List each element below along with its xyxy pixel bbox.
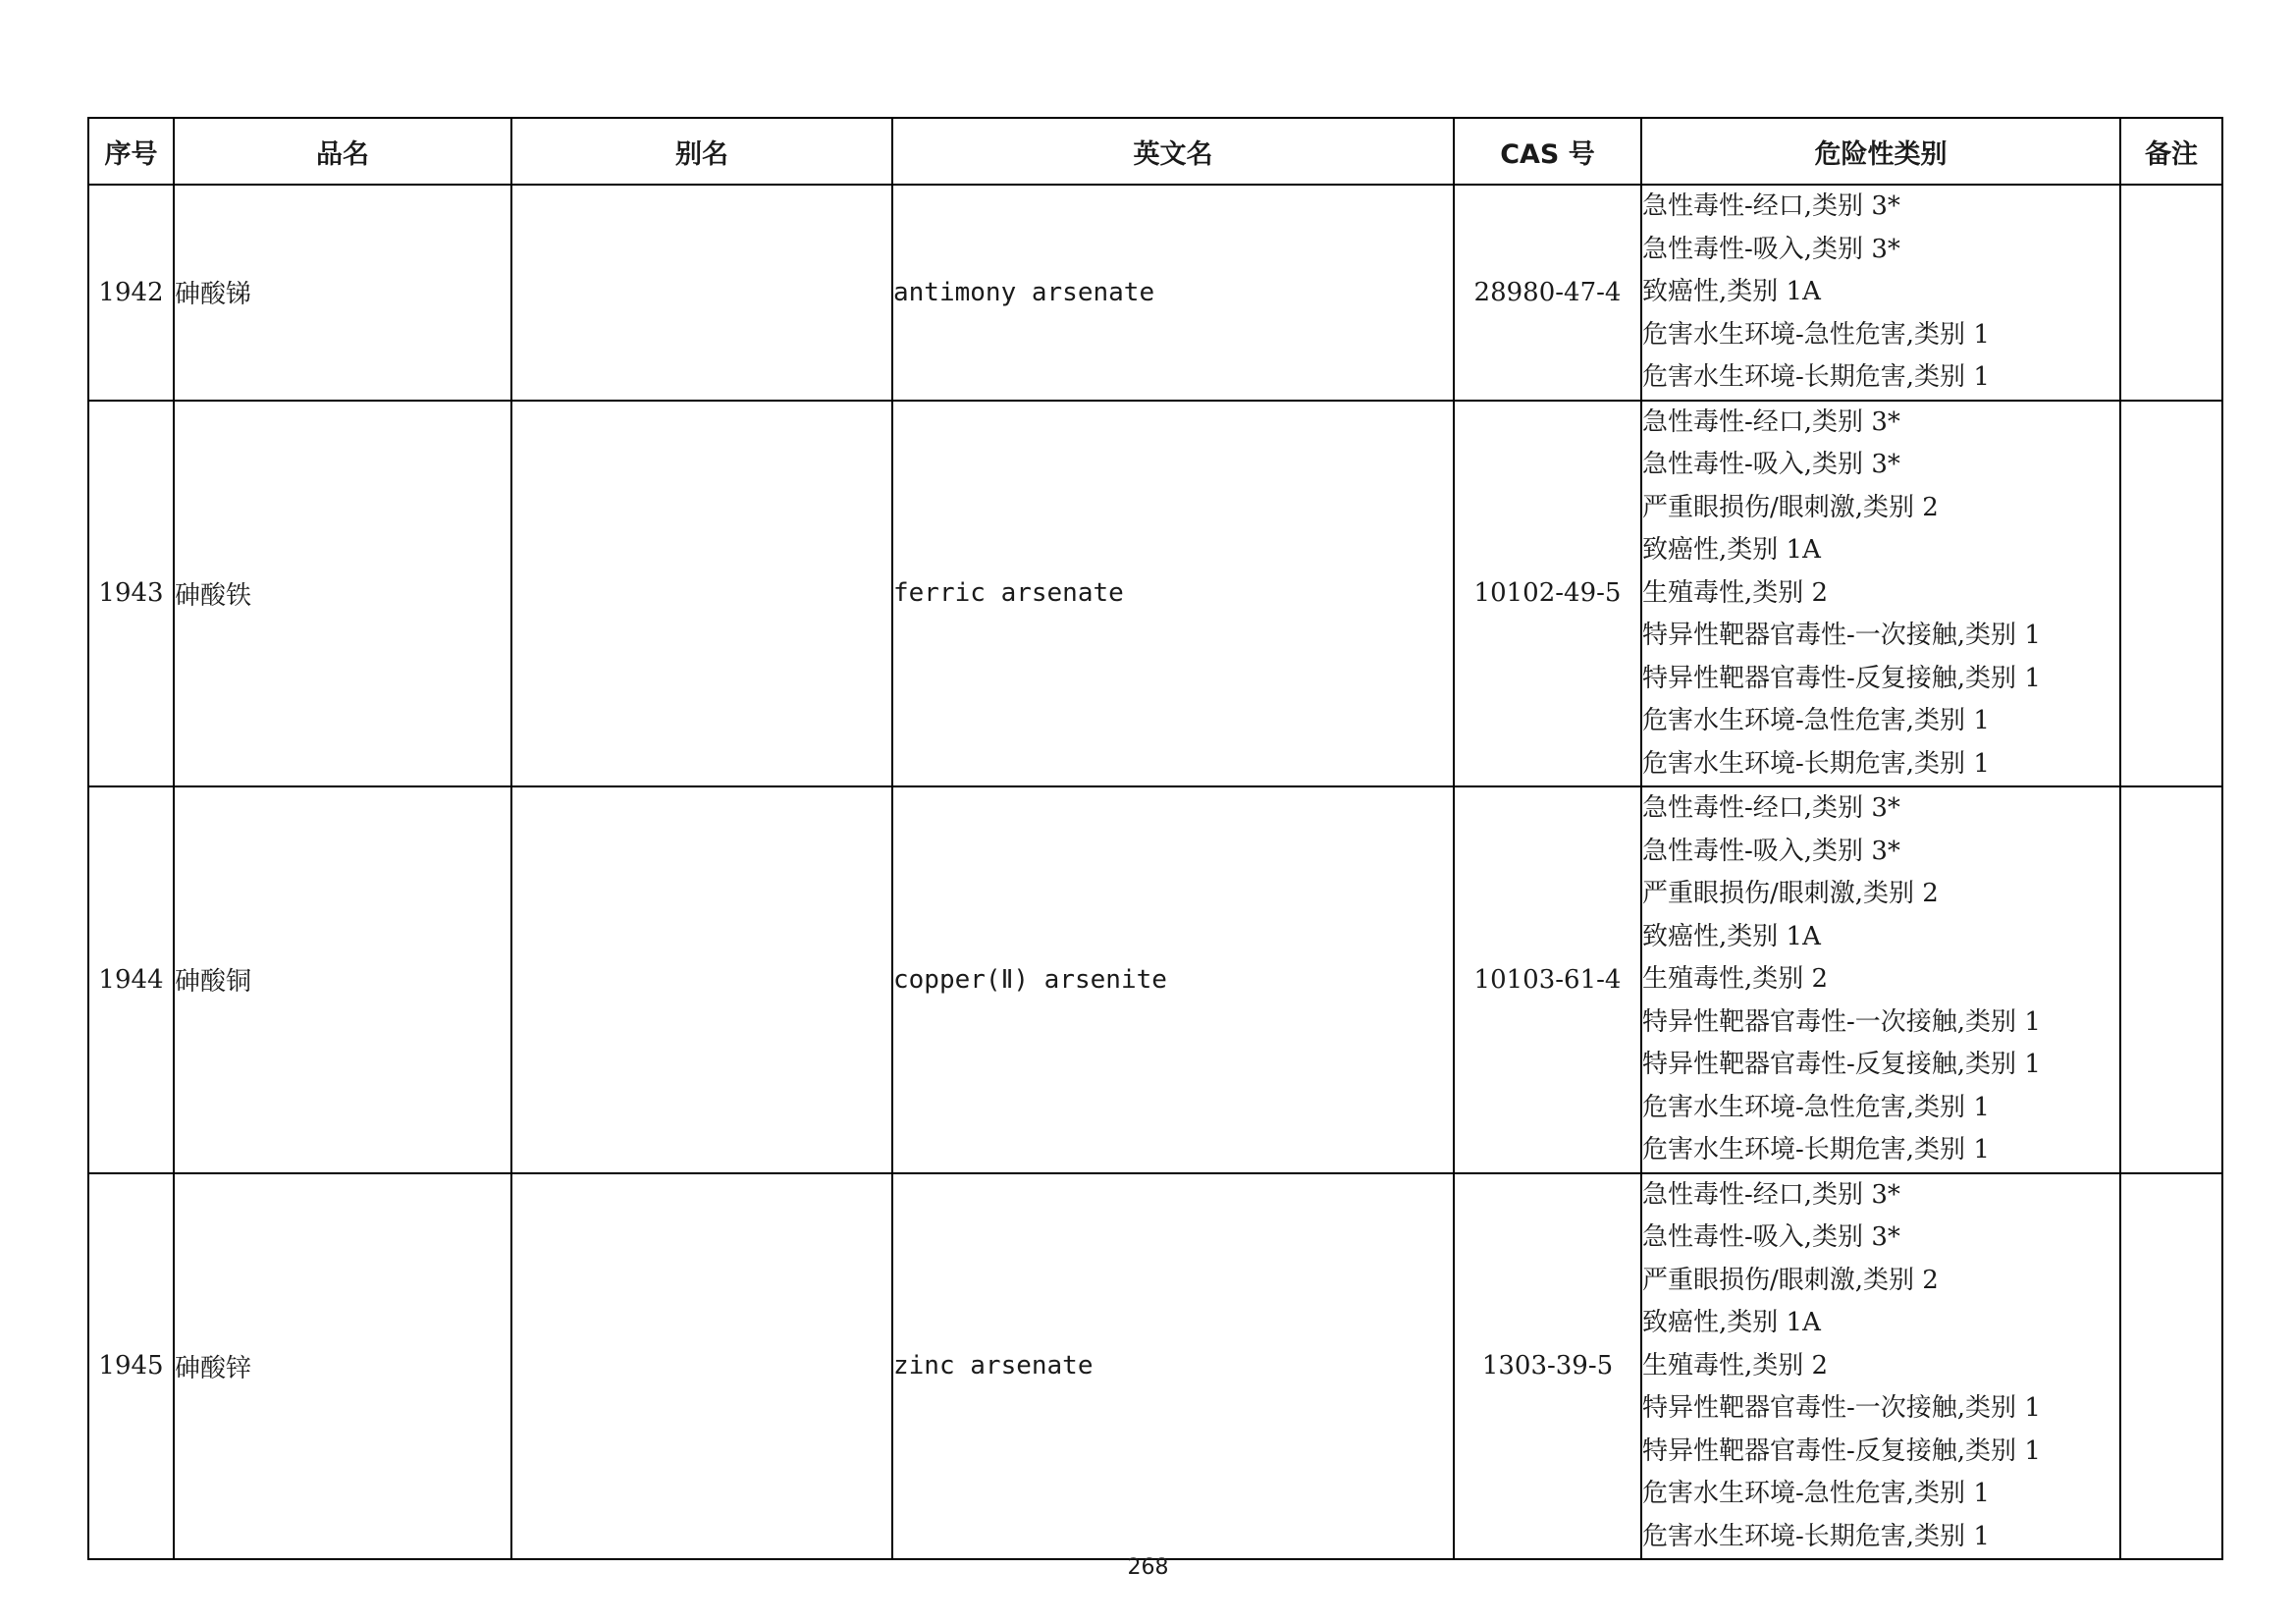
cell-no: 1944 (88, 786, 174, 1173)
cell-name: 砷酸锑 (174, 185, 511, 401)
hazard-line: 严重眼损伤/眼刺激,类别 2 (1642, 1265, 1939, 1295)
hazard-line: 急性毒性-经口,类别 3* (1642, 406, 1900, 437)
cell-no: 1945 (88, 1173, 174, 1560)
hazard-line: 特异性靶器官毒性-一次接触,类别 1 (1642, 1006, 2041, 1037)
hazard-line: 生殖毒性,类别 2 (1642, 964, 1829, 994)
hazard-line: 特异性靶器官毒性-反复接触,类别 1 (1642, 1435, 2041, 1466)
cell-name: 砷酸铁 (174, 401, 511, 787)
hazard-line: 危害水生环境-急性危害,类别 1 (1642, 319, 1990, 350)
hazard-line: 急性毒性-吸入,类别 3* (1642, 450, 1900, 479)
hazard-line: 致癌性,类别 1A (1642, 277, 1821, 306)
page-number: 268 (1127, 1555, 1169, 1580)
hazard-line: 急性毒性-经口,类别 3* (1642, 1179, 1900, 1210)
cell-cas: 10103-61-4 (1454, 786, 1641, 1173)
hazard-line: 危害水生环境-急性危害,类别 1 (1642, 706, 1990, 735)
hazard-line: 生殖毒性,类别 2 (1642, 577, 1829, 608)
hazard-line: 严重眼损伤/眼刺激,类别 2 (1642, 492, 1939, 522)
cell-english: ferric arsenate (892, 401, 1454, 787)
cell-no: 1942 (88, 185, 174, 401)
hazard-line: 严重眼损伤/眼刺激,类别 2 (1642, 879, 1939, 908)
hazard-line: 生殖毒性,类别 2 (1642, 1350, 1829, 1380)
header-cas: CAS 号 (1454, 118, 1641, 185)
hazard-line: 急性毒性-吸入,类别 3* (1642, 234, 1900, 264)
cell-cas: 10102-49-5 (1454, 401, 1641, 787)
cell-no: 1943 (88, 401, 174, 787)
hazard-line: 危害水生环境-长期危害,类别 1 (1642, 362, 1990, 392)
header-english: 英文名 (892, 118, 1454, 185)
hazard-line: 特异性靶器官毒性-一次接触,类别 1 (1642, 621, 2041, 650)
cell-remark (2120, 786, 2222, 1173)
cell-hazards (1641, 185, 2120, 401)
cell-remark (2120, 1173, 2222, 1560)
hazard-line: 特异性靶器官毒性-反复接触,类别 1 (1642, 663, 2041, 693)
hazard-line: 危害水生环境-急性危害,类别 1 (1642, 1092, 1990, 1122)
hazard-line: 急性毒性-经口,类别 3* (1642, 191, 1900, 221)
header-remark: 备注 (2120, 118, 2222, 185)
cell-remark (2120, 401, 2222, 787)
cell-cas: 1303-39-5 (1454, 1173, 1641, 1560)
hazard-line: 危害水生环境-长期危害,类别 1 (1642, 1135, 1990, 1164)
cell-alias (511, 1173, 892, 1560)
cell-alias (511, 185, 892, 401)
hazard-line: 致癌性,类别 1A (1642, 921, 1821, 951)
cell-alias (511, 786, 892, 1173)
hazard-line: 危害水生环境-长期危害,类别 1 (1642, 1521, 1990, 1551)
hazard-line: 特异性靶器官毒性-反复接触,类别 1 (1642, 1050, 2041, 1079)
cell-hazards (1641, 786, 2120, 1173)
hazard-line: 急性毒性-吸入,类别 3* (1642, 836, 1900, 866)
header-hazard: 危险性类别 (1641, 118, 2120, 185)
hazard-line: 危害水生环境-急性危害,类别 1 (1642, 1479, 1990, 1508)
cell-cas: 28980-47-4 (1454, 185, 1641, 401)
header-no: 序号 (88, 118, 174, 185)
hazard-line: 致癌性,类别 1A (1642, 535, 1821, 565)
hazard-line: 危害水生环境-长期危害,类别 1 (1642, 748, 1990, 779)
table-body (88, 185, 2222, 1559)
table-row (88, 786, 2222, 1173)
hazard-line: 急性毒性-吸入,类别 3* (1642, 1222, 1900, 1252)
cell-english: zinc arsenate (892, 1173, 1454, 1560)
cell-hazards (1641, 1173, 2120, 1560)
cell-hazards (1641, 401, 2120, 787)
cell-name: 砷酸锌 (174, 1173, 511, 1560)
hazardous-chemicals-table (87, 117, 2223, 1560)
cell-remark (2120, 185, 2222, 401)
cell-name: 砷酸铜 (174, 786, 511, 1173)
cell-english: antimony arsenate (892, 185, 1454, 401)
hazard-line: 致癌性,类别 1A (1642, 1308, 1821, 1337)
cell-english: copper(Ⅱ) arsenite (892, 786, 1454, 1173)
cell-alias (511, 401, 892, 787)
table-row (88, 1173, 2222, 1560)
hazard-line: 急性毒性-经口,类别 3* (1642, 793, 1900, 823)
header-name: 品名 (174, 118, 511, 185)
table-row (88, 185, 2222, 401)
table-row (88, 401, 2222, 787)
header-row (88, 118, 2222, 185)
header-alias: 别名 (511, 118, 892, 185)
hazard-line: 特异性靶器官毒性-一次接触,类别 1 (1642, 1393, 2041, 1423)
